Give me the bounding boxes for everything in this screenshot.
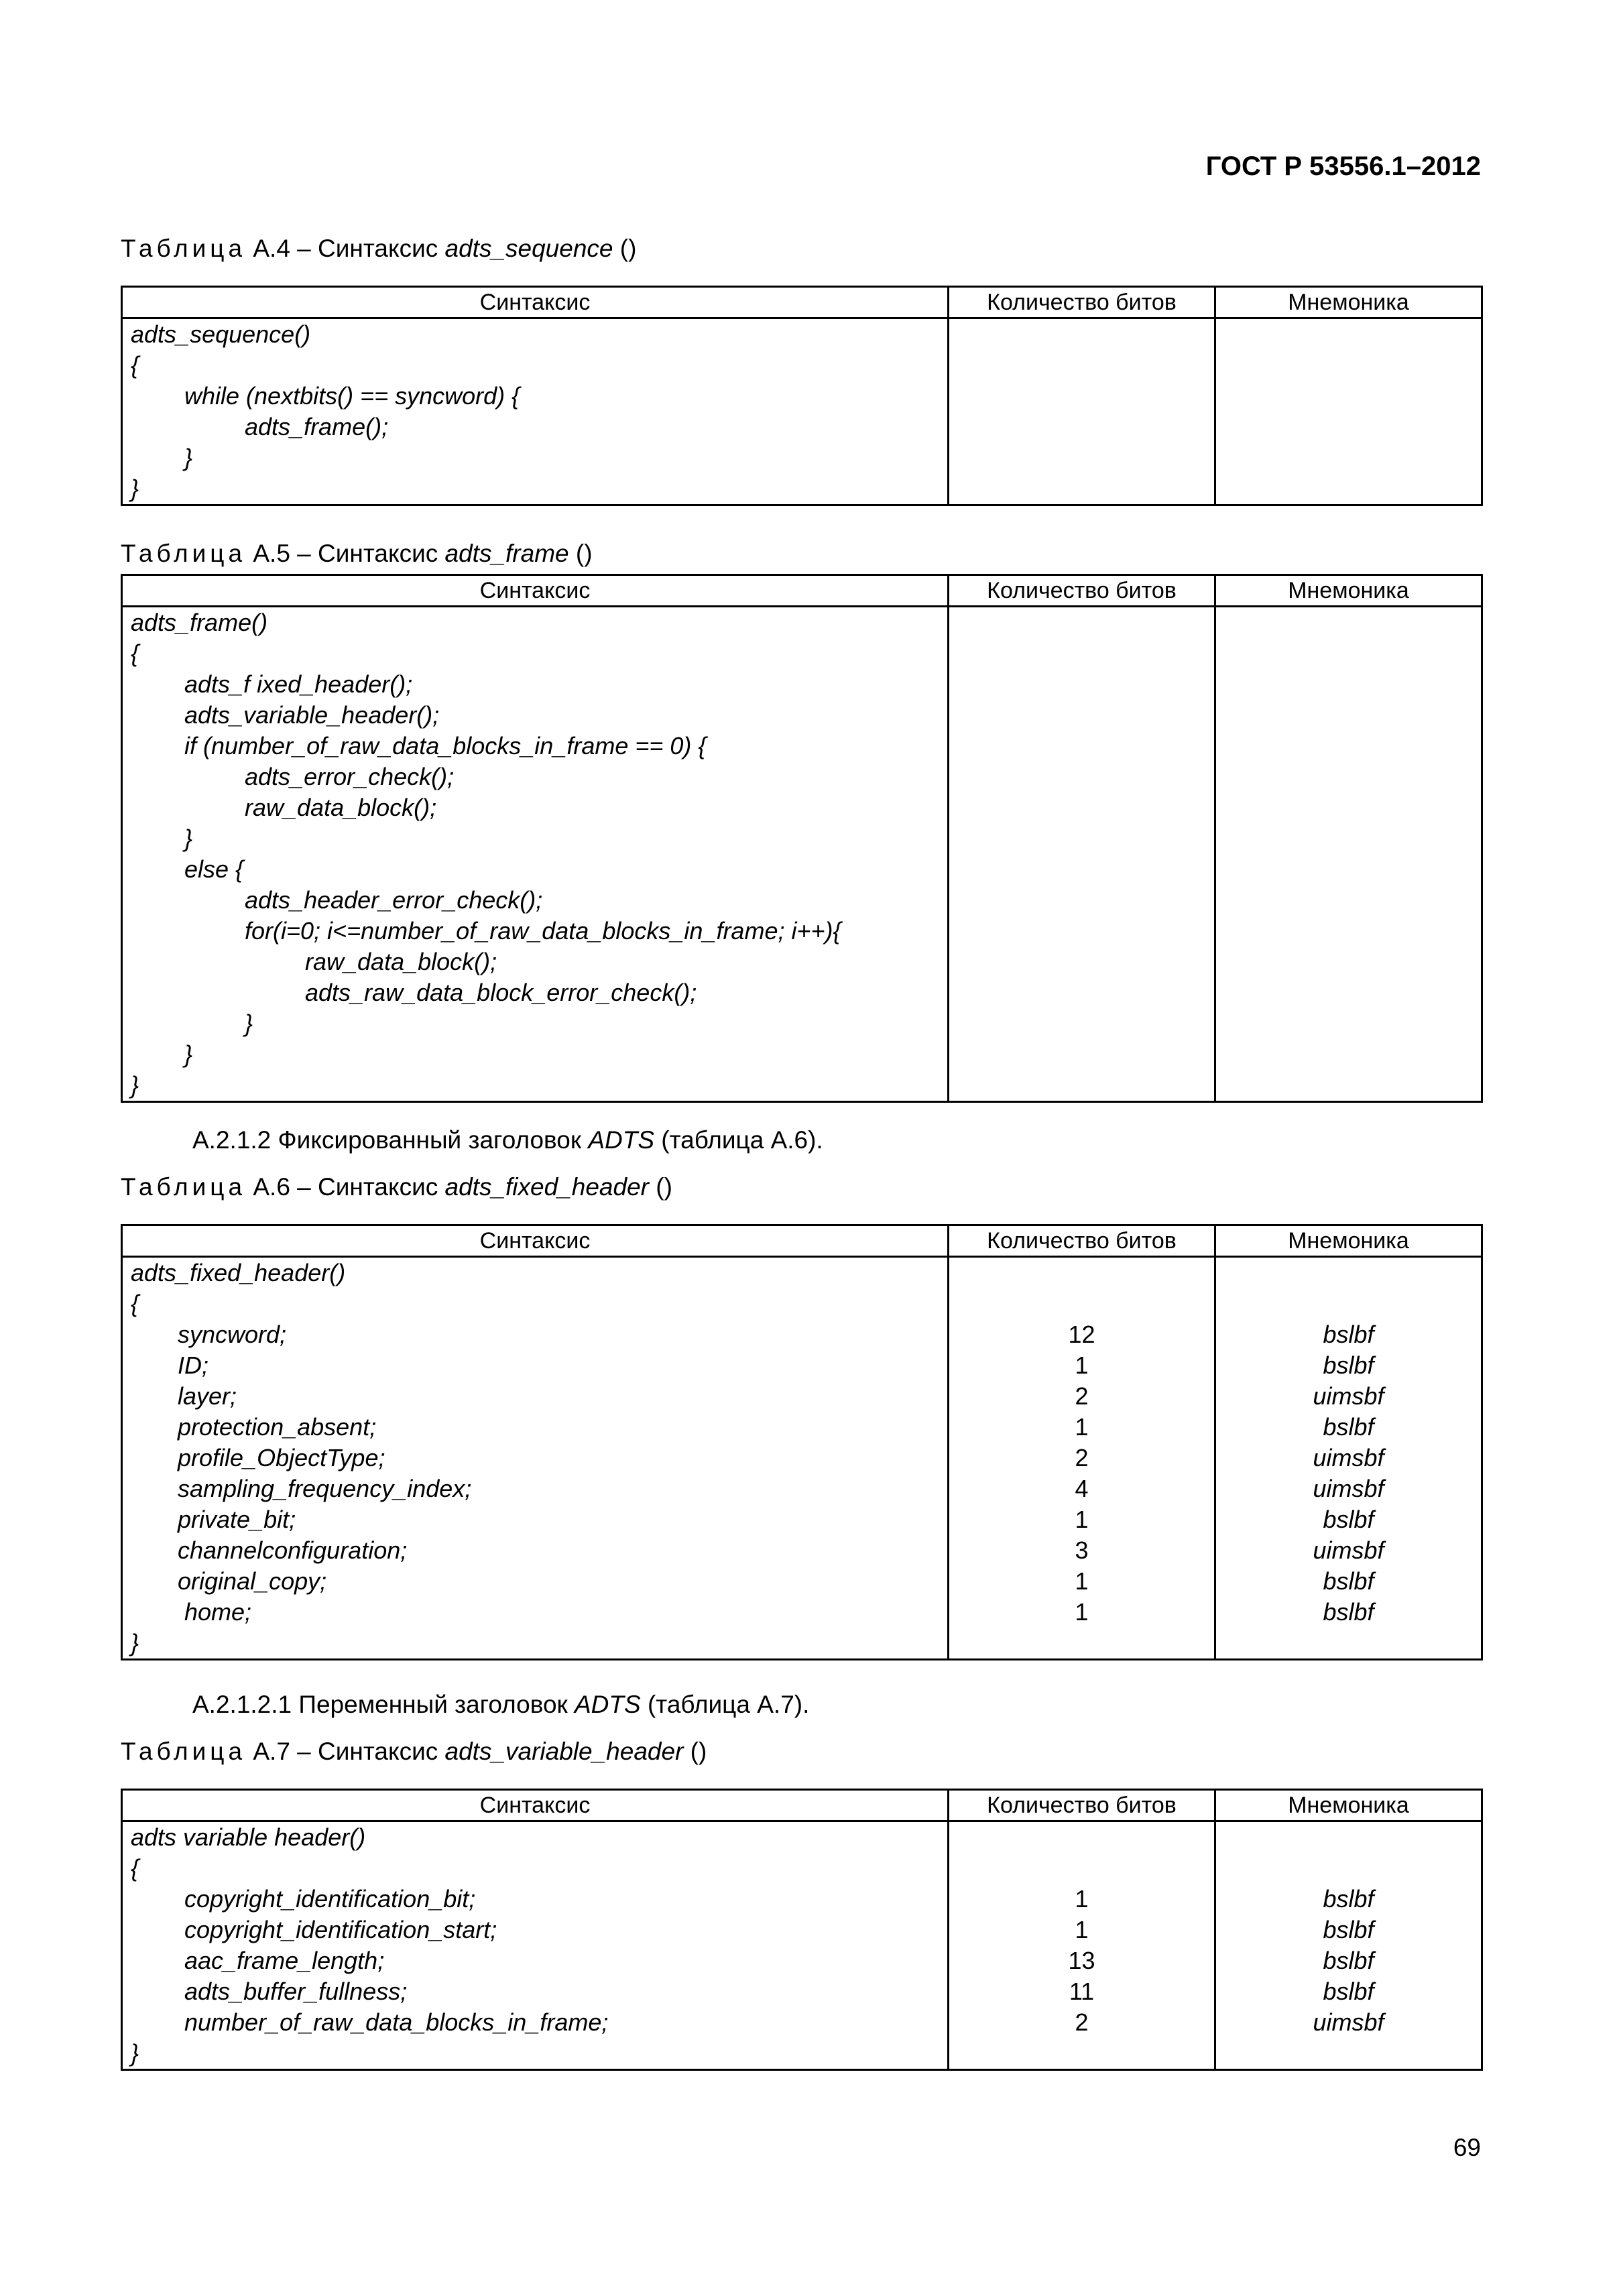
section-tail: (таблица А.7). bbox=[640, 1691, 810, 1718]
code-line: { bbox=[131, 640, 139, 667]
field-name: layer; bbox=[178, 1382, 237, 1410]
syntax-cell bbox=[122, 1821, 949, 2070]
caption-tail: () bbox=[683, 1738, 707, 1765]
bit-count: 11 bbox=[1069, 1978, 1095, 2005]
section-text: А.2.1.2.1 Переменный заголовок bbox=[192, 1691, 575, 1718]
mnemonic-cell bbox=[1215, 1257, 1482, 1660]
code-line: if (number_of_raw_data_blocks_in_frame == 0) { bbox=[184, 732, 707, 760]
code-line: adts_variable_header(); bbox=[184, 701, 440, 729]
field-name: copyright_identification_start; bbox=[184, 1916, 497, 1943]
caption-function-name: adts_variable_header bbox=[444, 1738, 684, 1765]
code-line: else { bbox=[184, 855, 244, 883]
table-a5 bbox=[121, 574, 1483, 1103]
mnemonic: bslbf bbox=[1323, 1413, 1374, 1441]
column-header-bits: Количество битов bbox=[949, 1225, 1215, 1257]
section-tail: (таблица А.6). bbox=[654, 1126, 823, 1154]
code-line: adts variable header() bbox=[131, 1823, 366, 1851]
code-line: } bbox=[131, 1629, 139, 1656]
mnemonic: uimsbf bbox=[1313, 1536, 1384, 1564]
bit-count: 2 bbox=[1075, 2008, 1089, 2036]
table-a6-caption bbox=[121, 1173, 672, 1201]
bit-count: 2 bbox=[1075, 1444, 1089, 1471]
caption-word: Таблица bbox=[121, 1173, 247, 1201]
mnemonic: bslbf bbox=[1323, 1321, 1374, 1348]
column-header-bits: Количество битов bbox=[949, 287, 1215, 318]
caption-function-name: adts_sequence bbox=[444, 235, 613, 262]
bit-count: 1 bbox=[1075, 1885, 1089, 1913]
code-line: } bbox=[131, 475, 139, 502]
code-line: adts_frame() bbox=[131, 609, 268, 636]
table-a6 bbox=[121, 1224, 1483, 1660]
mnemonic: uimsbf bbox=[1313, 1444, 1384, 1471]
mnemonic: bslbf bbox=[1323, 1947, 1374, 1974]
bit-count: 1 bbox=[1075, 1506, 1089, 1533]
table-a7-caption bbox=[121, 1738, 707, 1766]
caption-tail: () bbox=[648, 1173, 672, 1201]
caption-word: Таблица bbox=[121, 235, 247, 262]
bits-cell bbox=[949, 607, 1215, 1102]
field-name: protection_absent; bbox=[178, 1413, 377, 1441]
mnemonic: uimsbf bbox=[1313, 1475, 1384, 1502]
code-line: adts_f ixed_header(); bbox=[184, 670, 413, 698]
column-header-bits: Количество битов bbox=[949, 1790, 1215, 1821]
bit-count: 1 bbox=[1075, 1916, 1089, 1943]
table-a7 bbox=[121, 1789, 1483, 2071]
table-a4-caption bbox=[121, 235, 636, 263]
column-header-syntax: Синтаксис bbox=[122, 575, 949, 607]
bit-count: 12 bbox=[1068, 1321, 1095, 1348]
code-line: adts_error_check(); bbox=[245, 763, 455, 790]
mnemonic: uimsbf bbox=[1313, 1382, 1384, 1410]
code-line: raw_data_block(); bbox=[245, 794, 437, 821]
mnemonic-cell bbox=[1215, 318, 1482, 505]
code-line: adts_raw_data_block_error_check(); bbox=[305, 979, 697, 1006]
mnemonic: bslbf bbox=[1323, 1351, 1374, 1379]
mnemonic: bslbf bbox=[1323, 1916, 1374, 1943]
mnemonic: bslbf bbox=[1323, 1978, 1374, 2005]
field-name: aac_frame_length; bbox=[184, 1947, 385, 1974]
field-name: private_bit; bbox=[178, 1506, 296, 1533]
caption-function-name: adts_frame bbox=[444, 540, 569, 567]
bit-count: 1 bbox=[1075, 1567, 1089, 1595]
field-name: home; bbox=[184, 1598, 252, 1626]
caption-word: Таблица bbox=[121, 540, 247, 567]
code-line: } bbox=[245, 1010, 253, 1037]
column-header-mnemonic: Мнемоника bbox=[1215, 1790, 1482, 1821]
bit-count: 3 bbox=[1075, 1536, 1089, 1564]
caption-tail: () bbox=[568, 540, 593, 567]
code-line: { bbox=[131, 1854, 139, 1882]
code-line: adts_sequence() bbox=[131, 320, 311, 348]
mnemonic: bslbf bbox=[1323, 1598, 1374, 1626]
field-name: sampling_frequency_index; bbox=[178, 1475, 472, 1502]
code-line: { bbox=[131, 1290, 139, 1317]
section-a2121-heading bbox=[192, 1691, 809, 1719]
bits-cell bbox=[949, 1257, 1215, 1660]
code-line: adts_fixed_header() bbox=[131, 1259, 346, 1286]
syntax-cell bbox=[122, 318, 949, 505]
mnemonic: uimsbf bbox=[1313, 2008, 1384, 2036]
field-name: ID; bbox=[178, 1351, 209, 1379]
field-name: channelconfiguration; bbox=[178, 1536, 408, 1564]
mnemonic-cell bbox=[1215, 1821, 1482, 2070]
mnemonic: bslbf bbox=[1323, 1885, 1374, 1913]
bit-count: 1 bbox=[1075, 1351, 1089, 1379]
column-header-syntax: Синтаксис bbox=[122, 1225, 949, 1257]
mnemonic: bslbf bbox=[1323, 1567, 1374, 1595]
bit-count: 1 bbox=[1075, 1413, 1089, 1441]
code-line: raw_data_block(); bbox=[305, 948, 497, 975]
caption-text: А.4 – Синтаксис bbox=[246, 235, 445, 262]
code-line: } bbox=[184, 825, 193, 852]
field-name: copyright_identification_bit; bbox=[184, 1885, 476, 1913]
code-line: { bbox=[131, 351, 139, 379]
section-term: ADTS bbox=[588, 1126, 655, 1154]
bit-count: 1 bbox=[1075, 1598, 1089, 1626]
caption-text: А.7 – Синтаксис bbox=[246, 1738, 445, 1765]
field-name: adts_buffer_fullness; bbox=[184, 1978, 408, 2005]
column-header-mnemonic: Мнемоника bbox=[1215, 287, 1482, 318]
column-header-syntax: Синтаксис bbox=[122, 1790, 949, 1821]
bits-cell bbox=[949, 318, 1215, 505]
column-header-bits: Количество битов bbox=[949, 575, 1215, 607]
column-header-syntax: Синтаксис bbox=[122, 287, 949, 318]
syntax-cell bbox=[122, 1257, 949, 1660]
table-a5-caption bbox=[121, 540, 593, 568]
bit-count: 2 bbox=[1075, 1382, 1089, 1410]
code-line: while (nextbits() == syncword) { bbox=[184, 382, 520, 410]
code-line: for(i=0; i<=number_of_raw_data_blocks_in_frame; i++){ bbox=[245, 917, 841, 945]
code-line: } bbox=[184, 1040, 193, 1068]
column-header-mnemonic: Мнемоника bbox=[1215, 1225, 1482, 1257]
caption-word: Таблица bbox=[121, 1738, 247, 1765]
caption-text: А.6 – Синтаксис bbox=[246, 1173, 445, 1201]
section-term: ADTS bbox=[575, 1691, 641, 1718]
bits-cell bbox=[949, 1821, 1215, 2070]
bit-count: 13 bbox=[1068, 1947, 1095, 1974]
code-line: } bbox=[131, 2039, 139, 2067]
syntax-cell bbox=[122, 607, 949, 1102]
code-line: } bbox=[131, 1071, 139, 1099]
mnemonic: bslbf bbox=[1323, 1506, 1374, 1533]
caption-text: А.5 – Синтаксис bbox=[246, 540, 445, 567]
field-name: original_copy; bbox=[178, 1567, 327, 1595]
table-a4 bbox=[121, 286, 1483, 506]
column-header-mnemonic: Мнемоника bbox=[1215, 575, 1482, 607]
section-text: А.2.1.2 Фиксированный заголовок bbox=[192, 1126, 589, 1154]
mnemonic-cell bbox=[1215, 607, 1482, 1102]
field-name: syncword; bbox=[178, 1321, 287, 1348]
code-line: adts_header_error_check(); bbox=[245, 886, 543, 914]
document-code: ГОСТ Р 53556.1–2012 bbox=[1205, 152, 1481, 181]
caption-function-name: adts_fixed_header bbox=[444, 1173, 649, 1201]
page-number: 69 bbox=[1453, 2134, 1481, 2161]
code-line: } bbox=[184, 444, 193, 471]
field-name: profile_ObjectType; bbox=[178, 1444, 385, 1471]
code-line: adts_frame(); bbox=[245, 413, 389, 440]
bit-count: 4 bbox=[1075, 1475, 1089, 1502]
field-name: number_of_raw_data_blocks_in_frame; bbox=[184, 2008, 609, 2036]
section-a212-heading bbox=[192, 1126, 823, 1154]
caption-tail: () bbox=[613, 235, 637, 262]
